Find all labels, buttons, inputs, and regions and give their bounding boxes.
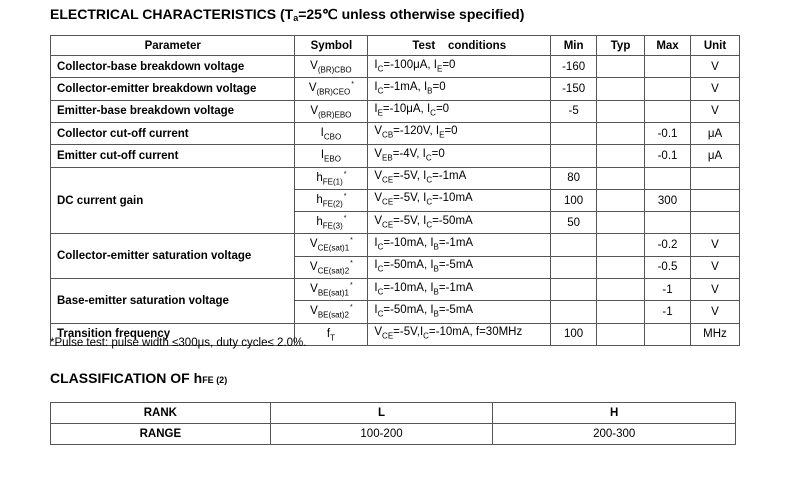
condition-part: C <box>426 197 433 207</box>
unit-cell <box>690 167 739 189</box>
condition-part: CE <box>382 219 394 229</box>
column-header: Typ <box>597 36 645 56</box>
parameter-cell: Collector-emitter saturation voltage <box>51 234 295 279</box>
test-condition-cell <box>368 301 551 323</box>
symbol-subscript: BE(sat)1 <box>317 288 349 298</box>
max-cell: 300 <box>645 189 691 211</box>
unit-cell <box>690 212 739 234</box>
max-cell <box>645 323 691 345</box>
column-header: Unit <box>690 36 739 56</box>
condition-part: =0 <box>432 80 446 93</box>
symbol-main: V <box>308 82 317 95</box>
min-cell <box>551 279 597 301</box>
parameter-cell: DC current gain <box>51 167 295 234</box>
test-condition-cell <box>368 167 551 189</box>
condition-part: E <box>436 63 443 73</box>
condition-part: =-1mA <box>432 170 467 183</box>
typ-cell <box>597 234 645 256</box>
column-header: Min <box>551 36 597 56</box>
max-cell: -1 <box>645 279 691 301</box>
range-value: 200-300 <box>493 424 736 445</box>
unit-cell: V <box>690 78 739 100</box>
unit-cell: V <box>690 234 739 256</box>
unit-cell: μA <box>690 145 739 167</box>
typ-cell <box>597 56 645 78</box>
test-condition-cell <box>368 234 551 256</box>
condition-part: I <box>423 214 427 227</box>
condition-part: C <box>425 153 432 163</box>
symbol-main: I <box>320 149 325 162</box>
max-cell: -0.2 <box>645 234 691 256</box>
min-cell <box>551 122 597 144</box>
table-row <box>51 234 740 256</box>
condition-part: I <box>430 303 434 316</box>
parameter-cell: Base-emitter saturation voltage <box>51 279 295 324</box>
condition-part: V <box>374 125 383 138</box>
symbol-cell <box>295 301 368 323</box>
condition-part: I <box>423 192 427 205</box>
typ-cell <box>597 145 645 167</box>
condition-part: =0 <box>444 125 458 138</box>
condition-part: =-120V, <box>393 125 436 138</box>
condition-part: I <box>422 147 426 160</box>
test-condition-cell <box>368 78 551 100</box>
max-cell: -0.1 <box>645 145 691 167</box>
classification-table <box>50 402 736 445</box>
typ-cell <box>597 167 645 189</box>
max-cell: -1 <box>645 301 691 323</box>
condition-part: =-5V, <box>393 214 424 227</box>
condition-part: EB <box>382 153 393 163</box>
min-cell: -5 <box>551 100 597 122</box>
range-value: 100-200 <box>270 424 493 445</box>
condition-part: =-10mA <box>432 192 473 205</box>
symbol-cell <box>295 212 368 234</box>
condition-part: I <box>430 259 434 272</box>
column-header: Parameter <box>51 36 295 56</box>
max-cell <box>645 56 691 78</box>
column-header: Max <box>645 36 691 56</box>
pulse-test-marker: * <box>351 81 354 89</box>
symbol-subscript: (BR)EBO <box>318 109 352 119</box>
max-cell <box>645 78 691 100</box>
unit-cell: V <box>690 56 739 78</box>
min-cell: -160 <box>551 56 597 78</box>
symbol-subscript: T <box>330 332 335 342</box>
typ-cell <box>597 279 645 301</box>
symbol-cell <box>295 78 368 100</box>
table-row <box>51 167 740 189</box>
test-condition-cell <box>368 189 551 211</box>
symbol-subscript: CE(sat)1 <box>317 243 350 253</box>
test-condition-cell <box>368 212 551 234</box>
pulse-test-marker: * <box>350 259 353 267</box>
unit-cell: V <box>690 100 739 122</box>
condition-part: V <box>374 214 383 227</box>
symbol-cell <box>295 189 368 211</box>
condition-part: I <box>430 281 434 294</box>
condition-part: =-50mA <box>432 214 473 227</box>
condition-part: =0 <box>442 58 456 71</box>
condition-part: C <box>377 242 384 252</box>
condition-part: CB <box>382 130 394 140</box>
symbol-subscript: FE(1) <box>322 176 343 186</box>
condition-part: C <box>377 286 384 296</box>
min-cell: 100 <box>551 189 597 211</box>
section-title: ELECTRICAL CHARACTERISTICS ($T_a=25℃$ unless otherwise specified) <box>50 6 525 23</box>
condition-part: =-10mA, f=30MHz <box>428 326 523 339</box>
condition-part: I <box>374 103 378 116</box>
unit-cell: MHz <box>690 323 739 345</box>
pulse-test-marker: * <box>343 170 347 178</box>
symbol-main: h <box>316 171 323 184</box>
condition-part: CE <box>382 197 394 207</box>
condition-part: =-50mA, <box>383 259 431 272</box>
symbol-cell <box>295 256 368 278</box>
condition-part: I <box>435 125 440 138</box>
condition-part: V <box>374 326 383 339</box>
electrical-characteristics-table <box>50 35 740 346</box>
typ-cell <box>597 100 645 122</box>
condition-part: V <box>374 147 383 160</box>
condition-part: C <box>377 309 384 319</box>
condition-part: I <box>423 80 428 93</box>
symbol-main: I <box>320 126 324 139</box>
condition-part: E <box>439 130 445 140</box>
condition-part: =-4V, <box>392 147 423 160</box>
condition-part: =-5V, <box>393 326 420 339</box>
min-cell <box>551 301 597 323</box>
symbol-cell <box>295 56 368 78</box>
pulse-test-marker: * <box>349 304 353 312</box>
table-row <box>51 78 740 100</box>
symbol-subscript: EBO <box>324 154 341 164</box>
condition-part: C <box>377 63 384 73</box>
classification-title: CLASSIFICATION OF hFE (2) <box>50 370 228 386</box>
symbol-main: V <box>310 104 319 117</box>
condition-part: C <box>377 86 384 96</box>
symbol-subscript: (BR)CBO <box>317 65 352 75</box>
symbol-subscript: FE(3) <box>322 221 343 231</box>
rank-value: H <box>493 403 736 424</box>
column-header: Test conditions <box>368 36 551 56</box>
parameter-cell: Collector-emitter breakdown voltage <box>51 78 295 100</box>
symbol-main: V <box>309 260 318 273</box>
min-cell: -150 <box>551 78 597 100</box>
symbol-main: V <box>310 305 318 318</box>
range-label: RANGE <box>51 424 271 445</box>
table-row <box>51 122 740 144</box>
condition-part: =-100μA, <box>383 58 434 71</box>
symbol-subscript: (BR)CEO <box>316 87 351 97</box>
pulse-test-marker: * <box>343 215 347 223</box>
unit-cell: μA <box>690 122 739 144</box>
condition-part: I <box>374 80 378 93</box>
condition-part: CE <box>382 175 394 185</box>
condition-part: =-1mA <box>438 281 474 294</box>
test-condition-cell <box>368 323 551 345</box>
table-row <box>51 56 740 78</box>
symbol-main: V <box>309 238 318 251</box>
condition-part: I <box>430 236 434 249</box>
table-row <box>51 100 740 122</box>
symbol-cell <box>295 100 368 122</box>
condition-part: =-1mA <box>438 236 474 249</box>
parameter-cell: Collector cut-off current <box>51 122 295 144</box>
condition-part: =-1mA, <box>383 80 424 93</box>
min-cell: 50 <box>551 212 597 234</box>
min-cell: 100 <box>551 323 597 345</box>
test-condition-cell <box>368 256 551 278</box>
parameter-cell: Transition frequency <box>51 323 295 345</box>
test-condition-cell <box>368 56 551 78</box>
column-header: Symbol <box>295 36 368 56</box>
condition-part: =-5V, <box>393 192 424 205</box>
test-condition-cell <box>368 122 551 144</box>
max-cell <box>645 100 691 122</box>
unit-cell <box>690 189 739 211</box>
max-cell: -0.5 <box>645 256 691 278</box>
condition-part: V <box>374 192 383 205</box>
symbol-main: h <box>316 193 323 206</box>
symbol-subscript: CBO <box>323 132 342 142</box>
condition-part: =-10mA, <box>383 236 431 249</box>
condition-part: B <box>433 309 439 319</box>
condition-part: C <box>426 175 433 185</box>
rank-value: L <box>270 403 493 424</box>
condition-part: =-5V, <box>393 170 424 183</box>
rank-row <box>51 403 736 424</box>
condition-part: I <box>374 303 378 316</box>
symbol-subscript: FE(2) <box>322 199 343 209</box>
pulse-test-marker: * <box>349 282 353 290</box>
condition-part: V <box>374 170 383 183</box>
condition-part: I <box>426 103 431 116</box>
test-condition-cell <box>368 279 551 301</box>
condition-part: I <box>374 259 378 272</box>
unit-cell: V <box>690 279 739 301</box>
condition-part: I <box>423 170 427 183</box>
symbol-subscript: CE(sat)2 <box>317 266 350 276</box>
condition-part: =-50mA, <box>383 303 431 316</box>
symbol-main: V <box>310 283 318 296</box>
symbol-cell <box>295 145 368 167</box>
symbol-main: f <box>326 327 331 340</box>
range-row <box>51 424 736 445</box>
max-cell <box>645 212 691 234</box>
pulse-test-marker: * <box>343 192 347 200</box>
min-cell <box>551 256 597 278</box>
condition-part: =-5mA <box>438 259 474 272</box>
typ-cell <box>597 212 645 234</box>
parameter-cell: Emitter-base breakdown voltage <box>51 100 295 122</box>
unit-cell: V <box>690 301 739 323</box>
table-row <box>51 145 740 167</box>
condition-part: C <box>377 264 384 274</box>
symbol-subscript: BE(sat)2 <box>317 310 349 320</box>
condition-part: =-10mA, <box>383 281 431 294</box>
condition-part: I <box>374 281 378 294</box>
condition-part: I <box>374 236 378 249</box>
typ-cell <box>597 78 645 100</box>
symbol-main: h <box>316 216 323 229</box>
condition-part: B <box>433 286 439 296</box>
typ-cell <box>597 122 645 144</box>
symbol-cell <box>295 234 368 256</box>
condition-part: B <box>433 242 439 252</box>
condition-part: B <box>433 264 439 274</box>
min-cell: 80 <box>551 167 597 189</box>
rank-label: RANK <box>51 403 271 424</box>
condition-part: =0 <box>435 103 450 116</box>
condition-part: I <box>433 58 437 71</box>
condition-part: =0 <box>431 147 445 160</box>
symbol-cell <box>295 279 368 301</box>
unit-cell: V <box>690 256 739 278</box>
typ-cell <box>597 256 645 278</box>
condition-part: =-10μA, <box>382 103 427 116</box>
condition-part: C <box>426 219 433 229</box>
typ-cell <box>597 323 645 345</box>
max-cell: -0.1 <box>645 122 691 144</box>
condition-part: C <box>423 331 429 341</box>
table-row <box>51 279 740 301</box>
condition-part: C <box>430 108 436 118</box>
parameter-cell: Collector-base breakdown voltage <box>51 56 295 78</box>
condition-part: CE <box>382 331 394 341</box>
footnote: *Pulse test: pulse width ≤300μs, duty cycle≤ 2.0%. <box>50 337 307 349</box>
condition-part: B <box>427 86 433 96</box>
table-header-row <box>51 36 740 56</box>
symbol-main: V <box>310 60 318 73</box>
symbol-cell <box>295 122 368 144</box>
parameter-cell: Emitter cut-off current <box>51 145 295 167</box>
min-cell <box>551 145 597 167</box>
test-condition-cell <box>368 100 551 122</box>
symbol-cell <box>295 167 368 189</box>
min-cell <box>551 234 597 256</box>
condition-part: =-5mA <box>438 303 474 316</box>
condition-part: I <box>419 326 424 339</box>
typ-cell <box>597 189 645 211</box>
condition-part: I <box>374 58 378 71</box>
pulse-test-marker: * <box>350 237 353 245</box>
condition-part: E <box>377 108 383 118</box>
max-cell <box>645 167 691 189</box>
typ-cell <box>597 301 645 323</box>
test-condition-cell <box>368 145 551 167</box>
